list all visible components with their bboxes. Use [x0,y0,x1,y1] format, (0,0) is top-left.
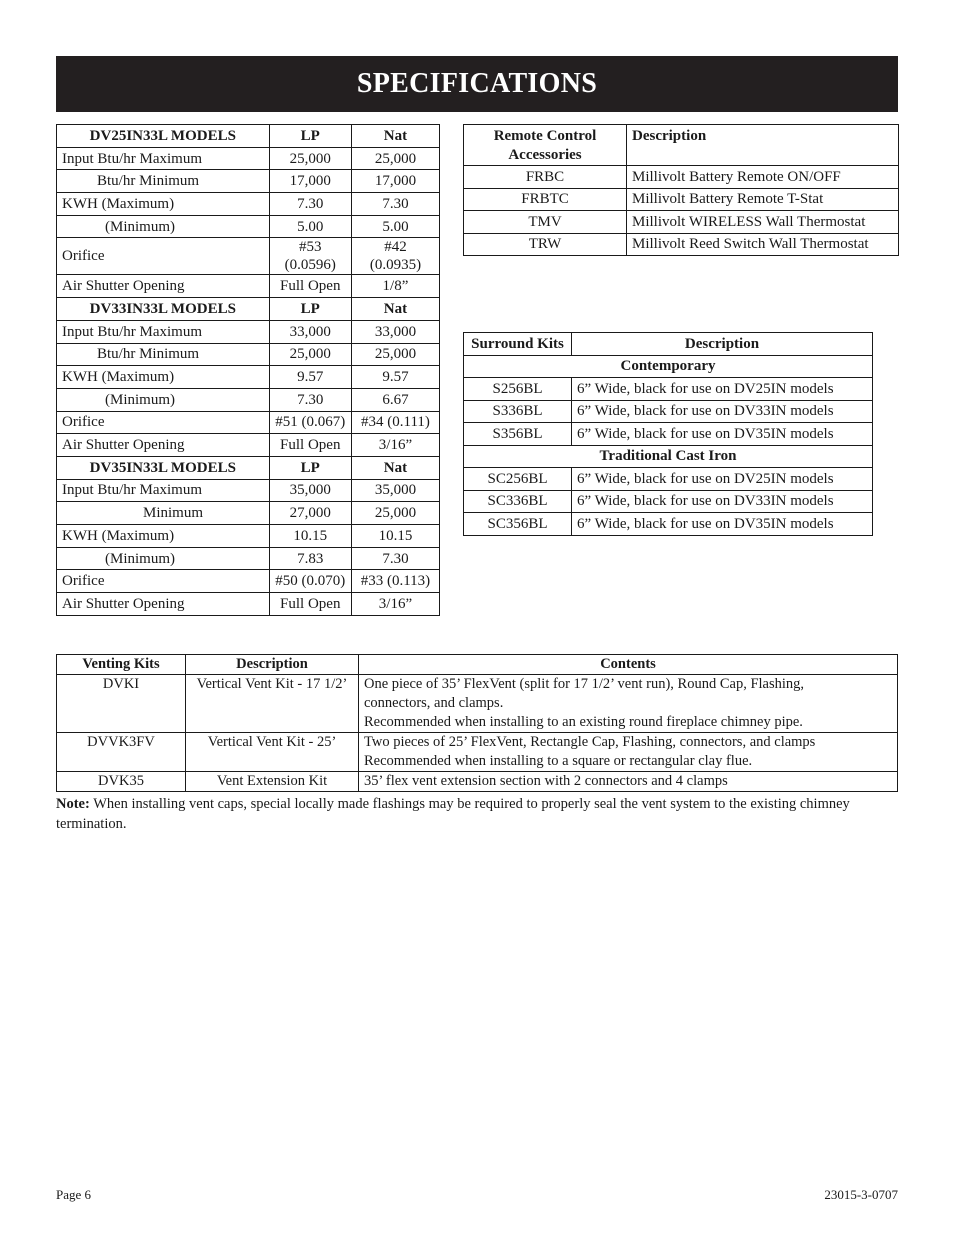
kit-code: S336BL [464,400,572,423]
spec-label: Air Shutter Opening [57,593,270,616]
contents-line: Two pieces of 25’ FlexVent, Rectangle Cap, Flashing, connectors, and clamps [364,734,816,750]
surround-kits-table [463,332,873,536]
lp-value: 17,000 [269,170,351,193]
model-header-row [57,456,440,479]
table-row [464,233,899,256]
spec-label: Air Shutter Opening [57,275,270,298]
kit-description: 6” Wide, black for use on DV25IN models [572,468,873,491]
nat-value: 1/8” [351,275,439,298]
group-title: Contemporary [464,355,873,378]
vent-kit-contents [359,675,898,733]
table-row [464,423,873,446]
table-row [464,400,873,423]
spec-label: Btu/hr Minimum [57,343,270,366]
vent-kit-code: DVKI [57,675,186,733]
nat-value: 35,000 [351,479,439,502]
model-name: DV33IN33L MODELS [57,298,270,321]
nat-value: 9.57 [351,366,439,389]
nat-value: 7.30 [351,547,439,570]
lp-value: 35,000 [269,479,351,502]
table-row [57,570,440,593]
spec-label: Input Btu/hr Maximum [57,479,270,502]
vent-kit-contents [359,772,898,792]
spec-label: KWH (Maximum) [57,525,270,548]
spec-label: (Minimum) [57,547,270,570]
vent-kit-description: Vent Extension Kit [186,772,359,792]
lp-header: LP [269,125,351,148]
spec-label: KWH (Maximum) [57,366,270,389]
accessory-description: Millivolt Reed Switch Wall Thermostat [627,233,899,256]
note-paragraph [56,795,898,834]
accessory-description: Millivolt Battery Remote ON/OFF [627,166,899,189]
nat-header: Nat [351,298,439,321]
model-name: DV25IN33L MODELS [57,125,270,148]
nat-value: 25,000 [351,147,439,170]
nat-value: 25,000 [351,502,439,525]
table-row [57,366,440,389]
lp-value: 5.00 [269,215,351,238]
spec-label: KWH (Maximum) [57,193,270,216]
table-row [57,411,440,434]
kit-code: SC356BL [464,513,572,536]
model-name: DV35IN33L MODELS [57,456,270,479]
group-header-row [464,355,873,378]
lp-value: #50 (0.070) [269,570,351,593]
nat-value: 10.15 [351,525,439,548]
column-header: Description [627,125,899,166]
contents-line: Recommended when installing to a square or rectangular clay flue. [364,753,753,769]
kit-description: 6” Wide, black for use on DV33IN models [572,490,873,513]
table-header-row [57,655,898,675]
spec-label: Orifice [57,411,270,434]
nat-value: 33,000 [351,320,439,343]
nat-value: #42 (0.0935) [351,238,439,275]
nat-value: 3/16” [351,434,439,457]
spec-label: (Minimum) [57,388,270,411]
table-row [464,468,873,491]
model-header-row [57,125,440,148]
page-title: SPECIFICATIONS [56,56,898,112]
contents-line: Recommended when installing to an existing round fireplace chimney pipe. [364,714,803,730]
models-spec-table [56,124,440,616]
table-header-row [464,333,873,356]
kit-description: 6” Wide, black for use on DV33IN models [572,400,873,423]
table-row [464,166,899,189]
venting-kits-table [56,654,898,792]
accessory-code: TRW [464,233,627,256]
table-row [57,525,440,548]
table-row [57,343,440,366]
nat-value: 7.30 [351,193,439,216]
spec-label: Orifice [57,238,270,275]
vent-kit-contents [359,733,898,772]
table-row [57,502,440,525]
table-row [57,772,898,792]
kit-description: 6” Wide, black for use on DV35IN models [572,513,873,536]
page-number: Page 6 [56,1187,92,1202]
lp-header: LP [269,456,351,479]
lp-value: 7.83 [269,547,351,570]
kit-code: S356BL [464,423,572,446]
table-row [57,675,898,733]
kit-code: SC256BL [464,468,572,491]
kit-description: 6” Wide, black for use on DV35IN models [572,423,873,446]
lp-value: 10.15 [269,525,351,548]
contents-line: One piece of 35’ FlexVent (split for 17 1/2’ vent run), Round Cap, Flashing, [364,676,805,692]
table-row [57,215,440,238]
lp-value: 9.57 [269,366,351,389]
lp-value: 33,000 [269,320,351,343]
column-header: Description [186,655,359,675]
table-row [57,733,898,772]
nat-header: Nat [351,456,439,479]
vent-kit-description: Vertical Vent Kit - 17 1/2’ [186,675,359,733]
table-row [57,320,440,343]
lp-value: #51 (0.067) [269,411,351,434]
nat-header: Nat [351,125,439,148]
table-row [57,388,440,411]
spec-label: Air Shutter Opening [57,434,270,457]
table-row [57,238,440,275]
table-row [57,275,440,298]
nat-value: 6.67 [351,388,439,411]
table-row [57,547,440,570]
nat-value: #33 (0.113) [351,570,439,593]
lp-header: LP [269,298,351,321]
table-row [57,593,440,616]
table-row [57,147,440,170]
note-label: Note: [56,796,90,812]
accessory-code: TMV [464,211,627,234]
nat-value: 3/16” [351,593,439,616]
spec-label: Input Btu/hr Maximum [57,320,270,343]
spec-label: Btu/hr Minimum [57,170,270,193]
lp-value: 7.30 [269,388,351,411]
kit-description: 6” Wide, black for use on DV25IN models [572,378,873,401]
table-row [464,378,873,401]
remote-control-accessories-table [463,124,899,256]
document-number: 23015-3-0707 [824,1187,898,1202]
nat-value: #34 (0.111) [351,411,439,434]
note-text: When installing vent caps, special locally made flashings may be required to properly seal the vent system to the existing chimney termination. [56,796,850,832]
table-row [464,513,873,536]
spec-label: Orifice [57,570,270,593]
lp-value: 25,000 [269,147,351,170]
model-header-row [57,298,440,321]
column-header: Venting Kits [57,655,186,675]
nat-value: 5.00 [351,215,439,238]
table-row [464,188,899,211]
lp-value: #53 (0.0596) [269,238,351,275]
nat-value: 25,000 [351,343,439,366]
accessory-code: FRBTC [464,188,627,211]
accessory-description: Millivolt WIRELESS Wall Thermostat [627,211,899,234]
column-header: Contents [359,655,898,675]
lp-value: Full Open [269,275,351,298]
table-row [57,170,440,193]
lp-value: Full Open [269,434,351,457]
column-header: Surround Kits [464,333,572,356]
vent-kit-description: Vertical Vent Kit - 25’ [186,733,359,772]
contents-line: 35’ flex vent extension section with 2 connectors and 4 clamps [364,773,728,789]
nat-value: 17,000 [351,170,439,193]
table-row [57,479,440,502]
lp-value: 27,000 [269,502,351,525]
table-row [464,211,899,234]
accessory-code: FRBC [464,166,627,189]
kit-code: SC336BL [464,490,572,513]
vent-kit-code: DVVK3FV [57,733,186,772]
spec-label: (Minimum) [57,215,270,238]
accessory-description: Millivolt Battery Remote T-Stat [627,188,899,211]
kit-code: S256BL [464,378,572,401]
lp-value: 25,000 [269,343,351,366]
table-row [464,490,873,513]
contents-line: connectors, and clamps. [364,695,504,711]
table-row [57,193,440,216]
column-header: Remote Control Accessories [464,125,627,166]
group-title: Traditional Cast Iron [464,445,873,468]
group-header-row [464,445,873,468]
spec-label: Input Btu/hr Maximum [57,147,270,170]
lp-value: 7.30 [269,193,351,216]
spec-label: Minimum [57,502,270,525]
vent-kit-code: DVK35 [57,772,186,792]
table-row [57,434,440,457]
column-header: Description [572,333,873,356]
lp-value: Full Open [269,593,351,616]
table-header-row [464,125,899,166]
